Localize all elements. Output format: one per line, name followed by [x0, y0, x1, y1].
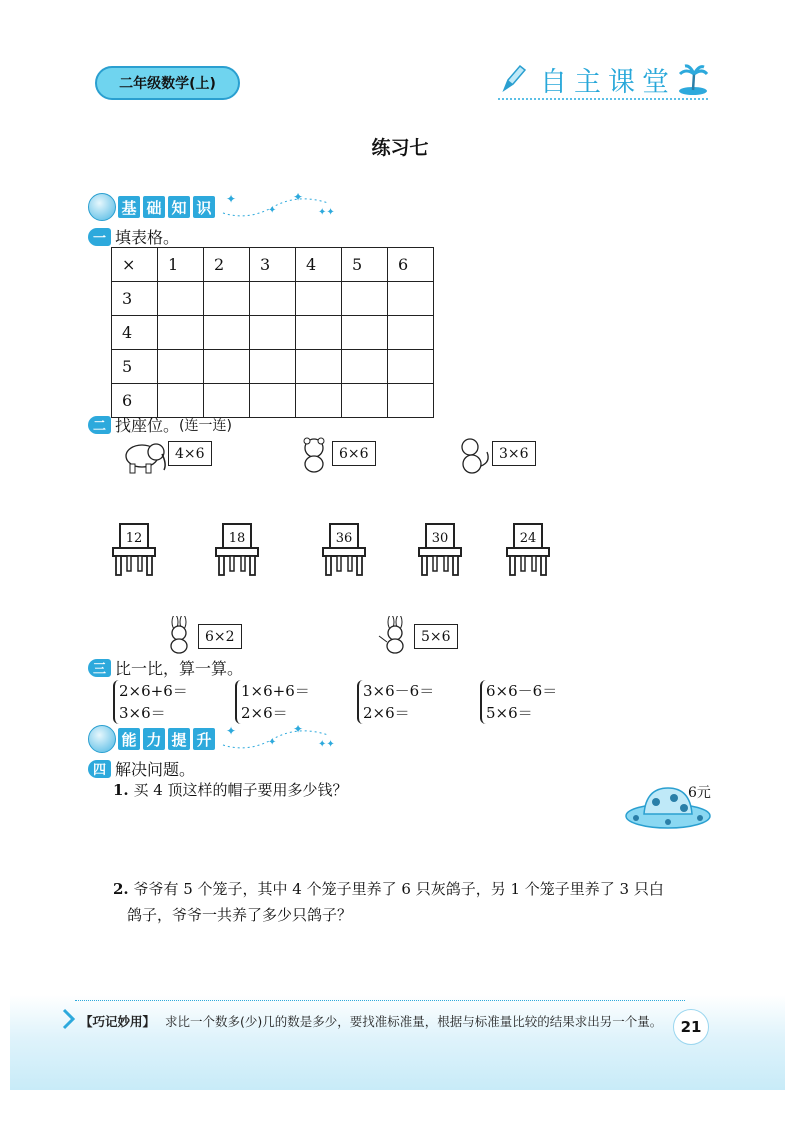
compare-expression: 3×6＝	[119, 704, 166, 722]
answer-cell[interactable]	[204, 282, 250, 316]
answer-cell[interactable]	[158, 282, 204, 316]
monkey-icon	[457, 436, 493, 480]
banner-char: 识	[193, 196, 215, 218]
answer-cell[interactable]	[158, 316, 204, 350]
banner-char: 力	[143, 728, 165, 750]
chair-number: 36	[335, 531, 353, 546]
svg-text:✦✦: ✦✦	[318, 739, 335, 750]
answer-cell[interactable]	[342, 282, 388, 316]
answer-cell[interactable]	[342, 316, 388, 350]
chair[interactable]	[416, 522, 464, 577]
globe-icon	[88, 725, 116, 753]
grade-label: 二年级数学(上)	[95, 66, 240, 100]
chair-number: 30	[431, 531, 449, 546]
question-1-heading	[88, 225, 179, 248]
question-number: 一	[88, 228, 111, 246]
row-header: 5	[112, 350, 158, 384]
chevron-right-icon	[62, 1008, 76, 1034]
table-row	[112, 316, 434, 350]
chair[interactable]	[110, 522, 158, 577]
globe-icon	[88, 193, 116, 221]
answer-cell[interactable]	[250, 384, 296, 418]
row-header: 6	[112, 384, 158, 418]
banner-char: 提	[168, 728, 190, 750]
section-banner-basic	[88, 193, 338, 221]
svg-text:✦: ✦	[226, 725, 237, 738]
banner-char: 基	[118, 196, 140, 218]
section-banner-advanced	[88, 725, 338, 753]
problem-line	[113, 876, 723, 902]
chair-number: 18	[228, 531, 246, 546]
answer-cell[interactable]	[204, 350, 250, 384]
problem-text: 买 4 顶这样的帽子要用多少钱？	[133, 781, 348, 799]
compare-group	[480, 680, 557, 724]
question-number: 二	[88, 416, 111, 434]
chair[interactable]	[320, 522, 368, 577]
problem-number: 1.	[113, 781, 129, 799]
tip-label: 【巧记妙用】	[80, 1014, 156, 1029]
row-header: 4	[112, 316, 158, 350]
table-header-row	[112, 248, 434, 282]
header-divider	[498, 98, 708, 100]
table-row	[112, 350, 434, 384]
answer-cell[interactable]	[296, 350, 342, 384]
compare-expression: 2×6＝	[241, 704, 288, 722]
compare-expression: 5×6＝	[486, 704, 533, 722]
svg-text:✦: ✦	[226, 193, 237, 206]
rabbit-icon	[377, 616, 411, 658]
question-2-heading	[88, 413, 232, 436]
tip-text: 求比一个数多(少)几的数是多少，要找准标准量，根据与标准量比较的结果求出另一个量。	[165, 1014, 663, 1029]
answer-cell[interactable]	[204, 316, 250, 350]
footer-divider	[75, 1000, 685, 1001]
chair[interactable]	[504, 522, 552, 577]
banner-char: 升	[193, 728, 215, 750]
bear-icon	[298, 436, 330, 478]
question-subtitle: (连一连)	[179, 417, 232, 434]
svg-text:✦: ✦	[268, 205, 277, 216]
answer-cell[interactable]	[250, 282, 296, 316]
column-header: 5	[342, 248, 388, 282]
question-title: 填表格。	[115, 228, 180, 247]
brand-title: 自主课堂	[540, 67, 676, 98]
page-number: 21	[673, 1009, 709, 1045]
sparkle-decoration-icon	[218, 725, 338, 753]
word-problem-2	[113, 876, 723, 928]
page-title: 练习七	[371, 137, 429, 159]
answer-cell[interactable]	[296, 384, 342, 418]
expression-card[interactable]: 6×6	[332, 441, 376, 466]
pencil-icon	[500, 62, 528, 98]
svg-text:✦: ✦	[293, 193, 304, 204]
answer-cell[interactable]	[342, 384, 388, 418]
chair-number: 24	[519, 531, 537, 546]
rabbit-icon	[163, 616, 197, 658]
column-header: 2	[204, 248, 250, 282]
multiplication-table	[111, 247, 434, 418]
problem-text: 爷爷有 5 个笼子，其中 4 个笼子里养了 6 只灰鸽子，另 1 个笼子里养了 3 只白	[133, 880, 664, 898]
answer-cell[interactable]	[250, 316, 296, 350]
question-number: 三	[88, 659, 111, 677]
compare-group	[235, 680, 310, 724]
question-3-heading	[88, 656, 243, 679]
compare-expression: 2×6＝	[363, 704, 410, 722]
answer-cell[interactable]	[388, 384, 434, 418]
expression-card[interactable]: 4×6	[168, 441, 212, 466]
banner-char: 知	[168, 196, 190, 218]
expression-card[interactable]: 6×2	[198, 624, 242, 649]
answer-cell[interactable]	[388, 282, 434, 316]
question-title: 解决问题。	[115, 760, 196, 779]
svg-text:✦: ✦	[293, 725, 304, 736]
expression-card[interactable]: 3×6	[492, 441, 536, 466]
answer-cell[interactable]	[250, 350, 296, 384]
answer-cell[interactable]	[388, 350, 434, 384]
svg-text:✦: ✦	[268, 737, 277, 748]
word-problem-1	[113, 777, 348, 803]
column-header: 3	[250, 248, 296, 282]
row-header: 3	[112, 282, 158, 316]
column-header: 1	[158, 248, 204, 282]
compare-expression: 2×6+6＝	[119, 682, 188, 700]
answer-cell[interactable]	[388, 316, 434, 350]
answer-cell[interactable]	[296, 282, 342, 316]
compare-expression: 6×6－6＝	[486, 682, 558, 700]
svg-text:✦✦: ✦✦	[318, 207, 335, 218]
tip-line	[80, 1012, 662, 1030]
compare-group	[113, 680, 188, 724]
problem-line: 鸽子，爷爷一共养了多少只鸽子？	[127, 906, 353, 924]
answer-cell[interactable]	[342, 350, 388, 384]
problem-number: 2.	[113, 880, 129, 898]
palm-tree-icon	[676, 62, 710, 100]
banner-char: 础	[143, 196, 165, 218]
compare-group	[357, 680, 434, 724]
footer-band	[10, 995, 785, 1090]
table-row	[112, 282, 434, 316]
banner-char: 能	[118, 728, 140, 750]
question-title: 找座位。	[115, 416, 180, 435]
compare-expression: 1×6+6＝	[241, 682, 310, 700]
sparkle-decoration-icon	[218, 193, 338, 221]
compare-expression: 3×6－6＝	[363, 682, 435, 700]
hat-price: 6元	[688, 785, 711, 801]
table-corner: ×	[112, 248, 158, 282]
answer-cell[interactable]	[158, 350, 204, 384]
chair-number: 12	[125, 531, 143, 546]
question-number: 四	[88, 760, 111, 778]
answer-cell[interactable]	[296, 316, 342, 350]
expression-card[interactable]: 5×6	[414, 624, 458, 649]
elephant-icon	[120, 438, 168, 480]
chair[interactable]	[213, 522, 261, 577]
question-title: 比一比，算一算。	[115, 659, 244, 678]
column-header: 4	[296, 248, 342, 282]
column-header: 6	[388, 248, 434, 282]
